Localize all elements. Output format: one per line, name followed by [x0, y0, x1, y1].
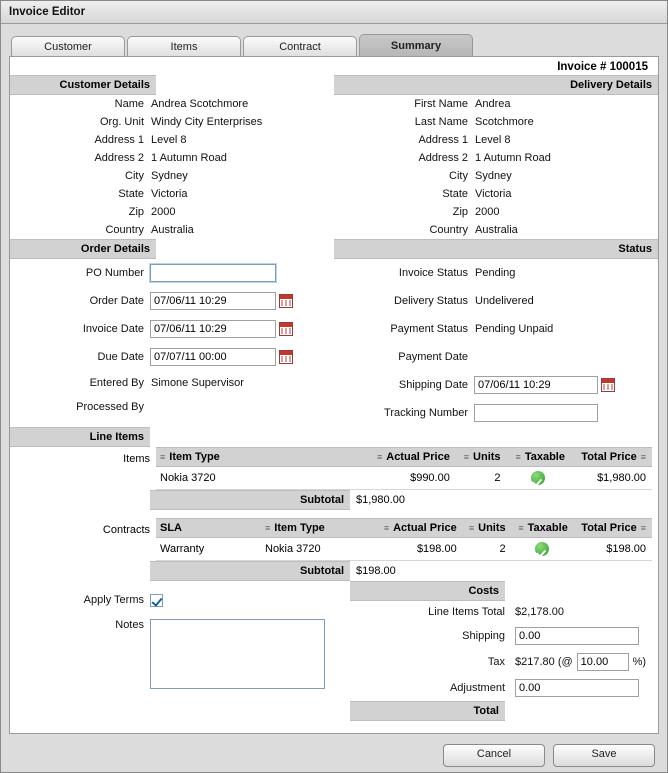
status-heading: Status — [334, 239, 658, 259]
tab-summary[interactable]: Summary — [359, 34, 473, 57]
tax-rate-input[interactable] — [577, 653, 629, 671]
row-invoice-date — [10, 315, 334, 343]
items-col-actual-price[interactable]: ≡ Actual Price — [366, 448, 456, 467]
label-customer-country: Country — [105, 224, 144, 236]
row-entered-by — [10, 371, 334, 395]
calendar-icon[interactable] — [601, 378, 615, 392]
label-entered-by: Entered By — [89, 377, 144, 389]
label-total: Total — [350, 701, 505, 721]
column-menu-icon[interactable]: ≡ — [640, 452, 646, 462]
row-customer-state — [10, 185, 334, 203]
line-items-heading-row — [10, 427, 658, 447]
row-delivery-country — [334, 221, 658, 239]
footer-buttons — [1, 738, 667, 772]
tab-bar — [1, 24, 667, 56]
items-col-item-type[interactable]: ≡ Item Type — [156, 448, 366, 467]
tab-items[interactable]: Items — [127, 36, 241, 57]
window-title: Invoice Editor — [9, 6, 86, 18]
due-date-input[interactable] — [150, 348, 276, 366]
label-customer-address1: Address 1 — [94, 134, 144, 146]
cell-total-price: $1,980.00 — [571, 467, 652, 490]
row-delivery-address2 — [334, 149, 658, 167]
label-tax: Tax — [487, 656, 505, 668]
label-apply-terms: Apply Terms — [83, 594, 144, 606]
customer-details-column — [10, 75, 334, 239]
items-subtotal-label: Subtotal — [150, 490, 350, 510]
contracts-col-item-type[interactable]: ≡ Item Type — [261, 519, 376, 538]
label-customer-zip: Zip — [128, 206, 144, 218]
label-adjustment: Adjustment — [449, 682, 505, 694]
value-delivery-country: Australia — [475, 224, 518, 236]
adjustment-input[interactable] — [515, 679, 639, 697]
label-invoice-status: Invoice Status — [398, 267, 468, 279]
row-shipping — [350, 623, 658, 649]
contracts-label: Contracts — [102, 524, 150, 536]
po-number-input[interactable] — [150, 264, 276, 282]
label-customer-name: Name — [114, 98, 144, 110]
items-subtotal-value: $1,980.00 — [356, 494, 405, 506]
label-delivery-last-name: Last Name — [414, 116, 468, 128]
column-menu-icon[interactable]: ≡ — [463, 452, 470, 462]
value-customer-address2: 1 Autumn Road — [151, 152, 227, 164]
items-block — [10, 447, 658, 490]
cell-actual-price: $990.00 — [366, 467, 456, 490]
label-delivery-address1: Address 1 — [418, 134, 468, 146]
value-delivery-first-name: Andrea — [475, 98, 511, 110]
value-total — [505, 701, 658, 721]
value-line-items-total: $2,178.00 — [515, 606, 564, 618]
contracts-col-sla[interactable]: SLA — [156, 519, 261, 538]
contracts-subtotal-row — [10, 561, 658, 581]
label-notes: Notes — [115, 619, 144, 631]
label-po-number: PO Number — [85, 267, 144, 279]
column-menu-icon[interactable]: ≡ — [468, 523, 475, 533]
row-tax — [350, 649, 658, 675]
row-delivery-status — [334, 287, 658, 315]
calendar-icon[interactable] — [279, 322, 293, 336]
row-delivery-last-name — [334, 113, 658, 131]
cell-units: 2 — [463, 538, 512, 561]
label-order-date: Order Date — [89, 295, 144, 307]
contracts-header-row — [156, 519, 652, 538]
row-customer-address2 — [10, 149, 334, 167]
order-status-section — [10, 239, 658, 427]
delivery-details-heading: Delivery Details — [334, 75, 658, 95]
value-entered-by: Simone Supervisor — [151, 377, 244, 389]
row-delivery-state — [334, 185, 658, 203]
items-col-total-price[interactable]: Total Price ≡ — [571, 448, 652, 467]
label-payment-status: Payment Status — [390, 323, 468, 335]
label-customer-org-unit: Org. Unit — [99, 116, 144, 128]
label-processed-by: Processed By — [76, 401, 144, 413]
value-delivery-address2: 1 Autumn Road — [475, 152, 551, 164]
label-delivery-city: City — [449, 170, 468, 182]
invoice-number: Invoice # 100015 — [557, 61, 648, 73]
cell-taxable — [512, 538, 574, 561]
value-delivery-status: Undelivered — [475, 295, 534, 307]
value-customer-country: Australia — [151, 224, 194, 236]
save-button[interactable]: Save — [553, 744, 655, 767]
row-apply-terms — [10, 581, 350, 613]
order-details-heading: Order Details — [10, 239, 156, 259]
value-customer-state: Victoria — [151, 188, 188, 200]
label-customer-city: City — [125, 170, 144, 182]
value-customer-city: Sydney — [151, 170, 188, 182]
row-delivery-first-name — [334, 95, 658, 113]
check-circle-icon — [531, 471, 545, 485]
contracts-subtotal-label: Subtotal — [150, 561, 350, 581]
contracts-col-taxable[interactable]: ≡ Taxable — [512, 519, 574, 538]
label-customer-state: State — [118, 188, 144, 200]
label-invoice-date: Invoice Date — [82, 323, 144, 335]
cancel-button[interactable]: Cancel — [443, 744, 545, 767]
column-menu-icon[interactable]: ≡ — [640, 523, 646, 533]
label-delivery-zip: Zip — [452, 206, 468, 218]
contracts-block — [10, 518, 658, 561]
value-delivery-state: Victoria — [475, 188, 512, 200]
row-customer-org-unit — [10, 113, 334, 131]
items-col-units[interactable]: ≡ Units — [456, 448, 507, 467]
label-due-date: Due Date — [97, 351, 144, 363]
value-payment-status: Pending Unpaid — [475, 323, 554, 335]
cell-item-type: Nokia 3720 — [156, 467, 366, 490]
row-line-items-total — [350, 601, 658, 623]
row-total — [350, 701, 658, 721]
label-line-items-total: Line Items Total — [428, 606, 505, 618]
row-payment-date — [334, 343, 658, 371]
value-delivery-city: Sydney — [475, 170, 512, 182]
value-invoice-status: Pending — [475, 267, 516, 279]
notes-textarea[interactable] — [150, 619, 325, 689]
label-delivery-address2: Address 2 — [418, 152, 468, 164]
tax-suffix: %) — [632, 656, 647, 668]
value-delivery-zip: 2000 — [475, 206, 500, 218]
cell-total-price: $198.00 — [574, 538, 652, 561]
items-col-taxable[interactable]: ≡ Taxable — [507, 448, 571, 467]
items-subtotal-row — [10, 490, 658, 510]
row-customer-zip — [10, 203, 334, 221]
row-customer-name — [10, 95, 334, 113]
row-customer-address1 — [10, 131, 334, 149]
cell-units: 2 — [456, 467, 507, 490]
label-delivery-country: Country — [429, 224, 468, 236]
row-delivery-city — [334, 167, 658, 185]
tab-contract[interactable]: Contract — [243, 36, 357, 57]
details-section — [10, 75, 658, 239]
row-adjustment — [350, 675, 658, 701]
value-customer-name: Andrea Scotchmore — [151, 98, 249, 110]
order-date-input[interactable] — [150, 292, 276, 310]
delivery-details-column — [334, 75, 658, 239]
contracts-col-actual-price[interactable]: ≡ Actual Price — [376, 519, 463, 538]
row-po-number — [10, 259, 334, 287]
label-payment-date: Payment Date — [398, 351, 468, 363]
invoice-date-input[interactable] — [150, 320, 276, 338]
contracts-subtotal-value: $198.00 — [356, 565, 396, 577]
label-customer-address2: Address 2 — [94, 152, 144, 164]
shipping-date-input[interactable] — [474, 376, 598, 394]
terms-column — [10, 581, 350, 721]
table-row[interactable] — [156, 467, 652, 490]
calendar-icon[interactable] — [279, 294, 293, 308]
value-customer-org-unit: Windy City Enterprises — [151, 116, 263, 128]
calendar-icon[interactable] — [279, 350, 293, 364]
costs-heading: Costs — [350, 581, 505, 601]
row-notes — [10, 613, 350, 689]
cell-actual-price: $198.00 — [376, 538, 463, 561]
value-customer-address1: Level 8 — [151, 134, 187, 146]
costs-column — [350, 581, 658, 721]
column-menu-icon[interactable]: ≡ — [515, 452, 521, 462]
line-items-heading: Line Items — [10, 427, 150, 447]
row-tracking-number — [334, 399, 658, 427]
window-titlebar — [1, 1, 667, 24]
column-menu-icon[interactable]: ≡ — [265, 523, 271, 533]
value-tax: $217.80 (@ — [515, 656, 573, 668]
row-order-date — [10, 287, 334, 315]
apply-terms-checkbox[interactable] — [150, 594, 163, 607]
customer-details-heading: Customer Details — [10, 75, 156, 95]
contracts-col-units[interactable]: ≡ Units — [463, 519, 512, 538]
items-header-row — [156, 448, 652, 467]
contracts-table — [156, 518, 652, 561]
contracts-col-total-price[interactable]: Total Price ≡ — [574, 519, 652, 538]
label-delivery-status: Delivery Status — [394, 295, 468, 307]
value-customer-zip: 2000 — [151, 206, 176, 218]
column-menu-icon[interactable]: ≡ — [160, 452, 166, 462]
summary-panel — [9, 56, 659, 734]
items-table — [156, 447, 652, 490]
label-delivery-state: State — [442, 188, 468, 200]
label-tracking-number: Tracking Number — [384, 407, 468, 419]
row-invoice-status — [334, 259, 658, 287]
cell-taxable — [507, 467, 571, 490]
shipping-input[interactable] — [515, 627, 639, 645]
row-due-date — [10, 343, 334, 371]
status-column — [334, 239, 658, 427]
table-row[interactable] — [156, 538, 652, 561]
label-shipping-date: Shipping Date — [398, 379, 468, 391]
label-shipping: Shipping — [462, 630, 505, 642]
column-menu-icon[interactable]: ≡ — [383, 523, 390, 533]
tab-customer[interactable]: Customer — [11, 36, 125, 57]
value-delivery-address1: Level 8 — [475, 134, 511, 146]
tracking-number-input[interactable] — [474, 404, 598, 422]
row-shipping-date — [334, 371, 658, 399]
cell-item-type: Nokia 3720 — [261, 538, 376, 561]
row-delivery-address1 — [334, 131, 658, 149]
terms-costs-section — [10, 581, 658, 721]
items-label: Items — [123, 453, 150, 465]
value-delivery-last-name: Scotchmore — [475, 116, 534, 128]
column-menu-icon[interactable]: ≡ — [518, 523, 524, 533]
row-payment-status — [334, 315, 658, 343]
row-customer-city — [10, 167, 334, 185]
row-processed-by — [10, 395, 334, 419]
costs-heading-row — [350, 581, 658, 601]
column-menu-icon[interactable]: ≡ — [376, 452, 383, 462]
check-circle-icon — [535, 542, 549, 556]
cell-sla: Warranty — [156, 538, 261, 561]
row-delivery-zip — [334, 203, 658, 221]
row-customer-country — [10, 221, 334, 239]
order-details-column — [10, 239, 334, 427]
label-delivery-first-name: First Name — [414, 98, 468, 110]
